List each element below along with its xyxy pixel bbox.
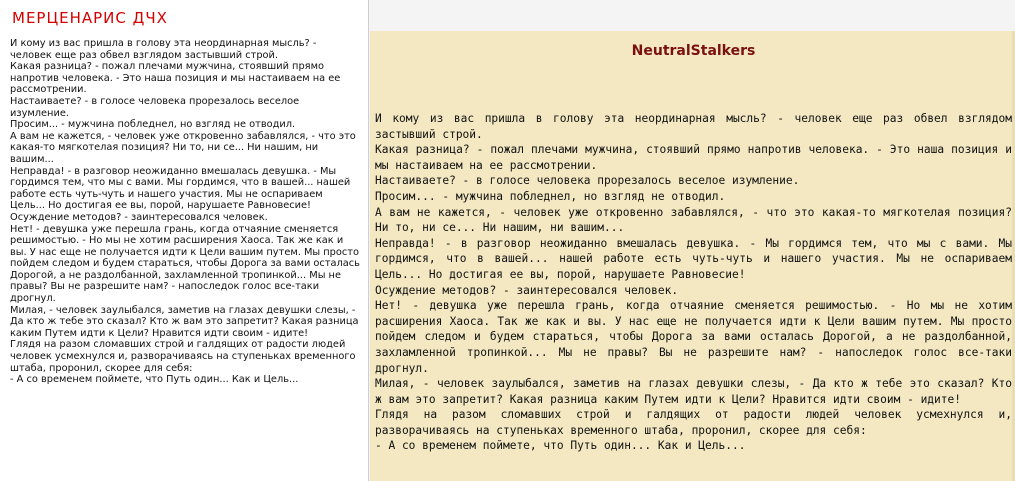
right-text-block <box>375 111 1012 454</box>
right-paragraph: И кому из вас пришла в голову эта неординарная мысль? - человек еще раз обвел взглядом застывший строй. <box>375 112 1012 141</box>
left-paragraph: И кому из вас пришла в голову эта неординарная мысль? - человек еще раз обвел взглядом застывший строй. <box>10 38 317 61</box>
right-paragraph: Просим... - мужчина побледнел, но взгляд не отводил. <box>375 189 726 203</box>
right-paragraph: Милая, - человек заулыбался, заметив на глазах девушки слезы, - Да кто ж тебе это сказал? Кто ж вам это запретит? Какая разница каким Путем идти к Цели? Нравится идти своим - идите! <box>375 377 1012 406</box>
left-paragraph: Осуждение методов? - заинтересовался человек. <box>10 211 268 223</box>
right-paragraph: Неправда! - в разговор неожиданно вмешалась девушка. - Мы гордимся тем, что мы с вами. Мы гордимся, что в вашей... нашей работе есть чуть-чуть и нашего участия. Мы не оспариваем Цель... Но достигая ее вы, порой, нарушаете Равновесие! <box>375 236 1012 281</box>
left-paragraph: Просим... - мужчина побледнел, но взгляд не отводил. <box>10 119 296 131</box>
right-paragraph: Какая разница? - пожал плечами мужчина, стоявший прямо напротив человека. - Это наша позиция и мы настаиваем на ее рассмотрении. <box>375 143 1012 172</box>
left-panel <box>0 0 369 481</box>
right-paragraph: - А со временем поймете, что Путь один... Как и Цель... <box>375 439 746 453</box>
left-paragraph: Какая разница? - пожал плечами мужчина, стоявший прямо напротив человека. - Это наша позиция и мы настаиваем на ее рассмотрении. <box>10 61 341 96</box>
left-paragraph: Милая, - человек заулыбался, заметив на глазах девушки слезы, - Да кто ж тебе это сказал? Кто ж вам это запретит? Какая разница каким Путем идти к Цели? Нравится идти своим - идите! <box>10 304 359 339</box>
right-title: NeutralStalkers <box>631 43 756 59</box>
right-paragraph: Глядя на разом сломавших строй и галдящих от радости людей человек усмехнулся и, разворачиваясь на ступеньках временного штаба, проронил, скорее для себя: <box>375 408 1012 437</box>
left-paragraph: Нет! - девушка уже перешла грань, когда отчаяние сменяется решимостью. - Но мы не хотим расширения Хаоса. Так же как и вы. У нас еще не получается идти к Цели вашим путем. Мы просто пойдем следом и будем стараться, чтобы Дорога за вами осталась Дорогой, а не раздолбанной, захламленной тропинкой... Мы не правы? Вы не разрешите нам? - напоследок голос все-таки дрогнул. <box>10 223 360 305</box>
right-paragraph: Настаиваете? - в голосе человека прорезалось веселое изумление. <box>375 174 800 188</box>
left-paragraph: А вам не кажется, - человек уже откровенно забавлялся, - что это какая-то мягкотелая позиция? Ни то, ни се... Ни нашим, ни вашим... <box>10 130 356 165</box>
left-paragraph: - А со временем поймете, что Путь один... Как и Цель... <box>10 374 299 386</box>
left-paragraph: Глядя на разом сломавших строй и галдящих от радости людей человек усмехнулся и, разворачиваясь на ступеньках временного штаба, проронил, скорее для себя: <box>10 339 356 374</box>
left-text-block <box>10 38 360 386</box>
left-paragraph: Неправда! - в разговор неожиданно вмешалась девушка. - Мы гордимся тем, что мы с вами. Мы гордимся, что в вашей... нашей работе есть чуть-чуть и нашего участия. Мы не оспариваем Цель... Но достигая ее вы, порой, нарушаете Равновесие! <box>10 165 351 212</box>
right-panel <box>370 31 1015 481</box>
right-paragraph: Нет! - девушка уже перешла грань, когда отчаяние сменяется решимостью. - Но мы не хотим расширения Хаоса. Так же как и вы. У нас еще не получается идти к Цели вашим путем. Мы просто пойдем следом и будем стараться, чтобы Дорога за вами осталась Дорогой, а не раздолбанной, захламленной тропинкой... Мы не правы? Вы не разрешите нам? - напоследок голос все-таки дрогнул. <box>375 299 1012 375</box>
left-title: МЕРЦЕНАРИС ДЧХ <box>12 9 168 27</box>
left-paragraph: Настаиваете? - в голосе человека прорезалось веселое изумление. <box>10 95 300 119</box>
right-paragraph: А вам не кажется, - человек уже откровенно забавлялся, - что это какая-то мягкотелая позиция? Ни то, ни се... Ни нашим, ни вашим... <box>375 205 1012 235</box>
right-paragraph: Осуждение методов? - заинтересовался человек. <box>375 283 679 297</box>
